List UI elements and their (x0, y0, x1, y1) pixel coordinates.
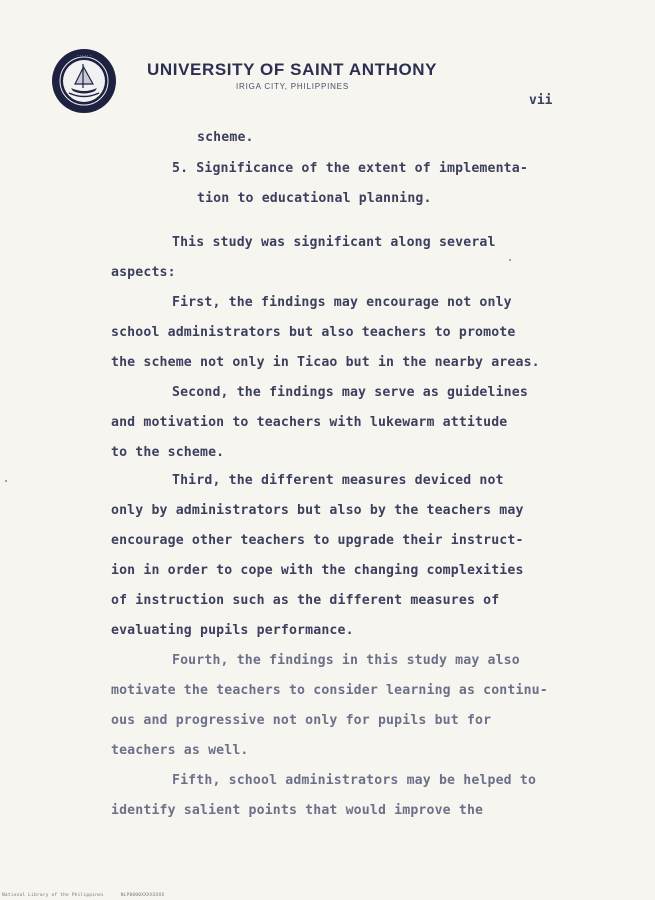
text-line: encourage other teachers to upgrade their instruct- (111, 533, 524, 548)
text-line: school administrators but also teachers to promote (111, 325, 516, 340)
text-line: ion in order to cope with the changing complexities (111, 563, 524, 578)
text-line: Fourth, the findings in this study may also (172, 653, 520, 668)
university-seal-icon (51, 48, 117, 114)
text-line: scheme. (197, 130, 254, 145)
text-line: teachers as well. (111, 743, 249, 758)
text-line: First, the findings may encourage not only (172, 295, 512, 310)
text-line: This study was significant along several (172, 235, 496, 250)
stray-mark (5, 480, 7, 482)
text-line: of instruction such as the different measures of (111, 593, 500, 608)
university-location: IRIGA CITY, PHILIPPINES (236, 82, 349, 91)
text-line: Third, the different measures deviced not (172, 473, 504, 488)
text-line: identify salient points that would improve the (111, 803, 484, 818)
footer-left: National Library of the Philippines (2, 893, 104, 898)
page-number: vii (529, 93, 553, 108)
text-line: the scheme not only in Ticao but in the nearby areas. (111, 355, 540, 370)
scan-footer (2, 893, 178, 898)
text-line: to the scheme. (111, 445, 225, 460)
text-line: Fifth, school administrators may be helped to (172, 773, 537, 788)
text-line: 5. Significance of the extent of implementa- (172, 161, 528, 176)
text-line: tion to educational planning. (197, 191, 432, 206)
text-line: aspects: (111, 265, 176, 280)
footer-right: NLP0000XXXXXXXX (120, 893, 165, 898)
text-line: only by administrators but also by the teachers may (111, 503, 524, 518)
stray-mark (509, 259, 511, 261)
text-line: evaluating pupils performance. (111, 623, 354, 638)
text-line: ous and progressive not only for pupils but for (111, 713, 492, 728)
text-line: Second, the findings may serve as guidelines (172, 385, 528, 400)
university-name: UNIVERSITY OF SAINT ANTHONY (147, 60, 438, 79)
svg-text:· · · · · ·: · · · · · · (77, 53, 91, 58)
text-line: motivate the teachers to consider learning as continu- (111, 683, 548, 698)
text-line: and motivation to teachers with lukewarm attitude (111, 415, 508, 430)
